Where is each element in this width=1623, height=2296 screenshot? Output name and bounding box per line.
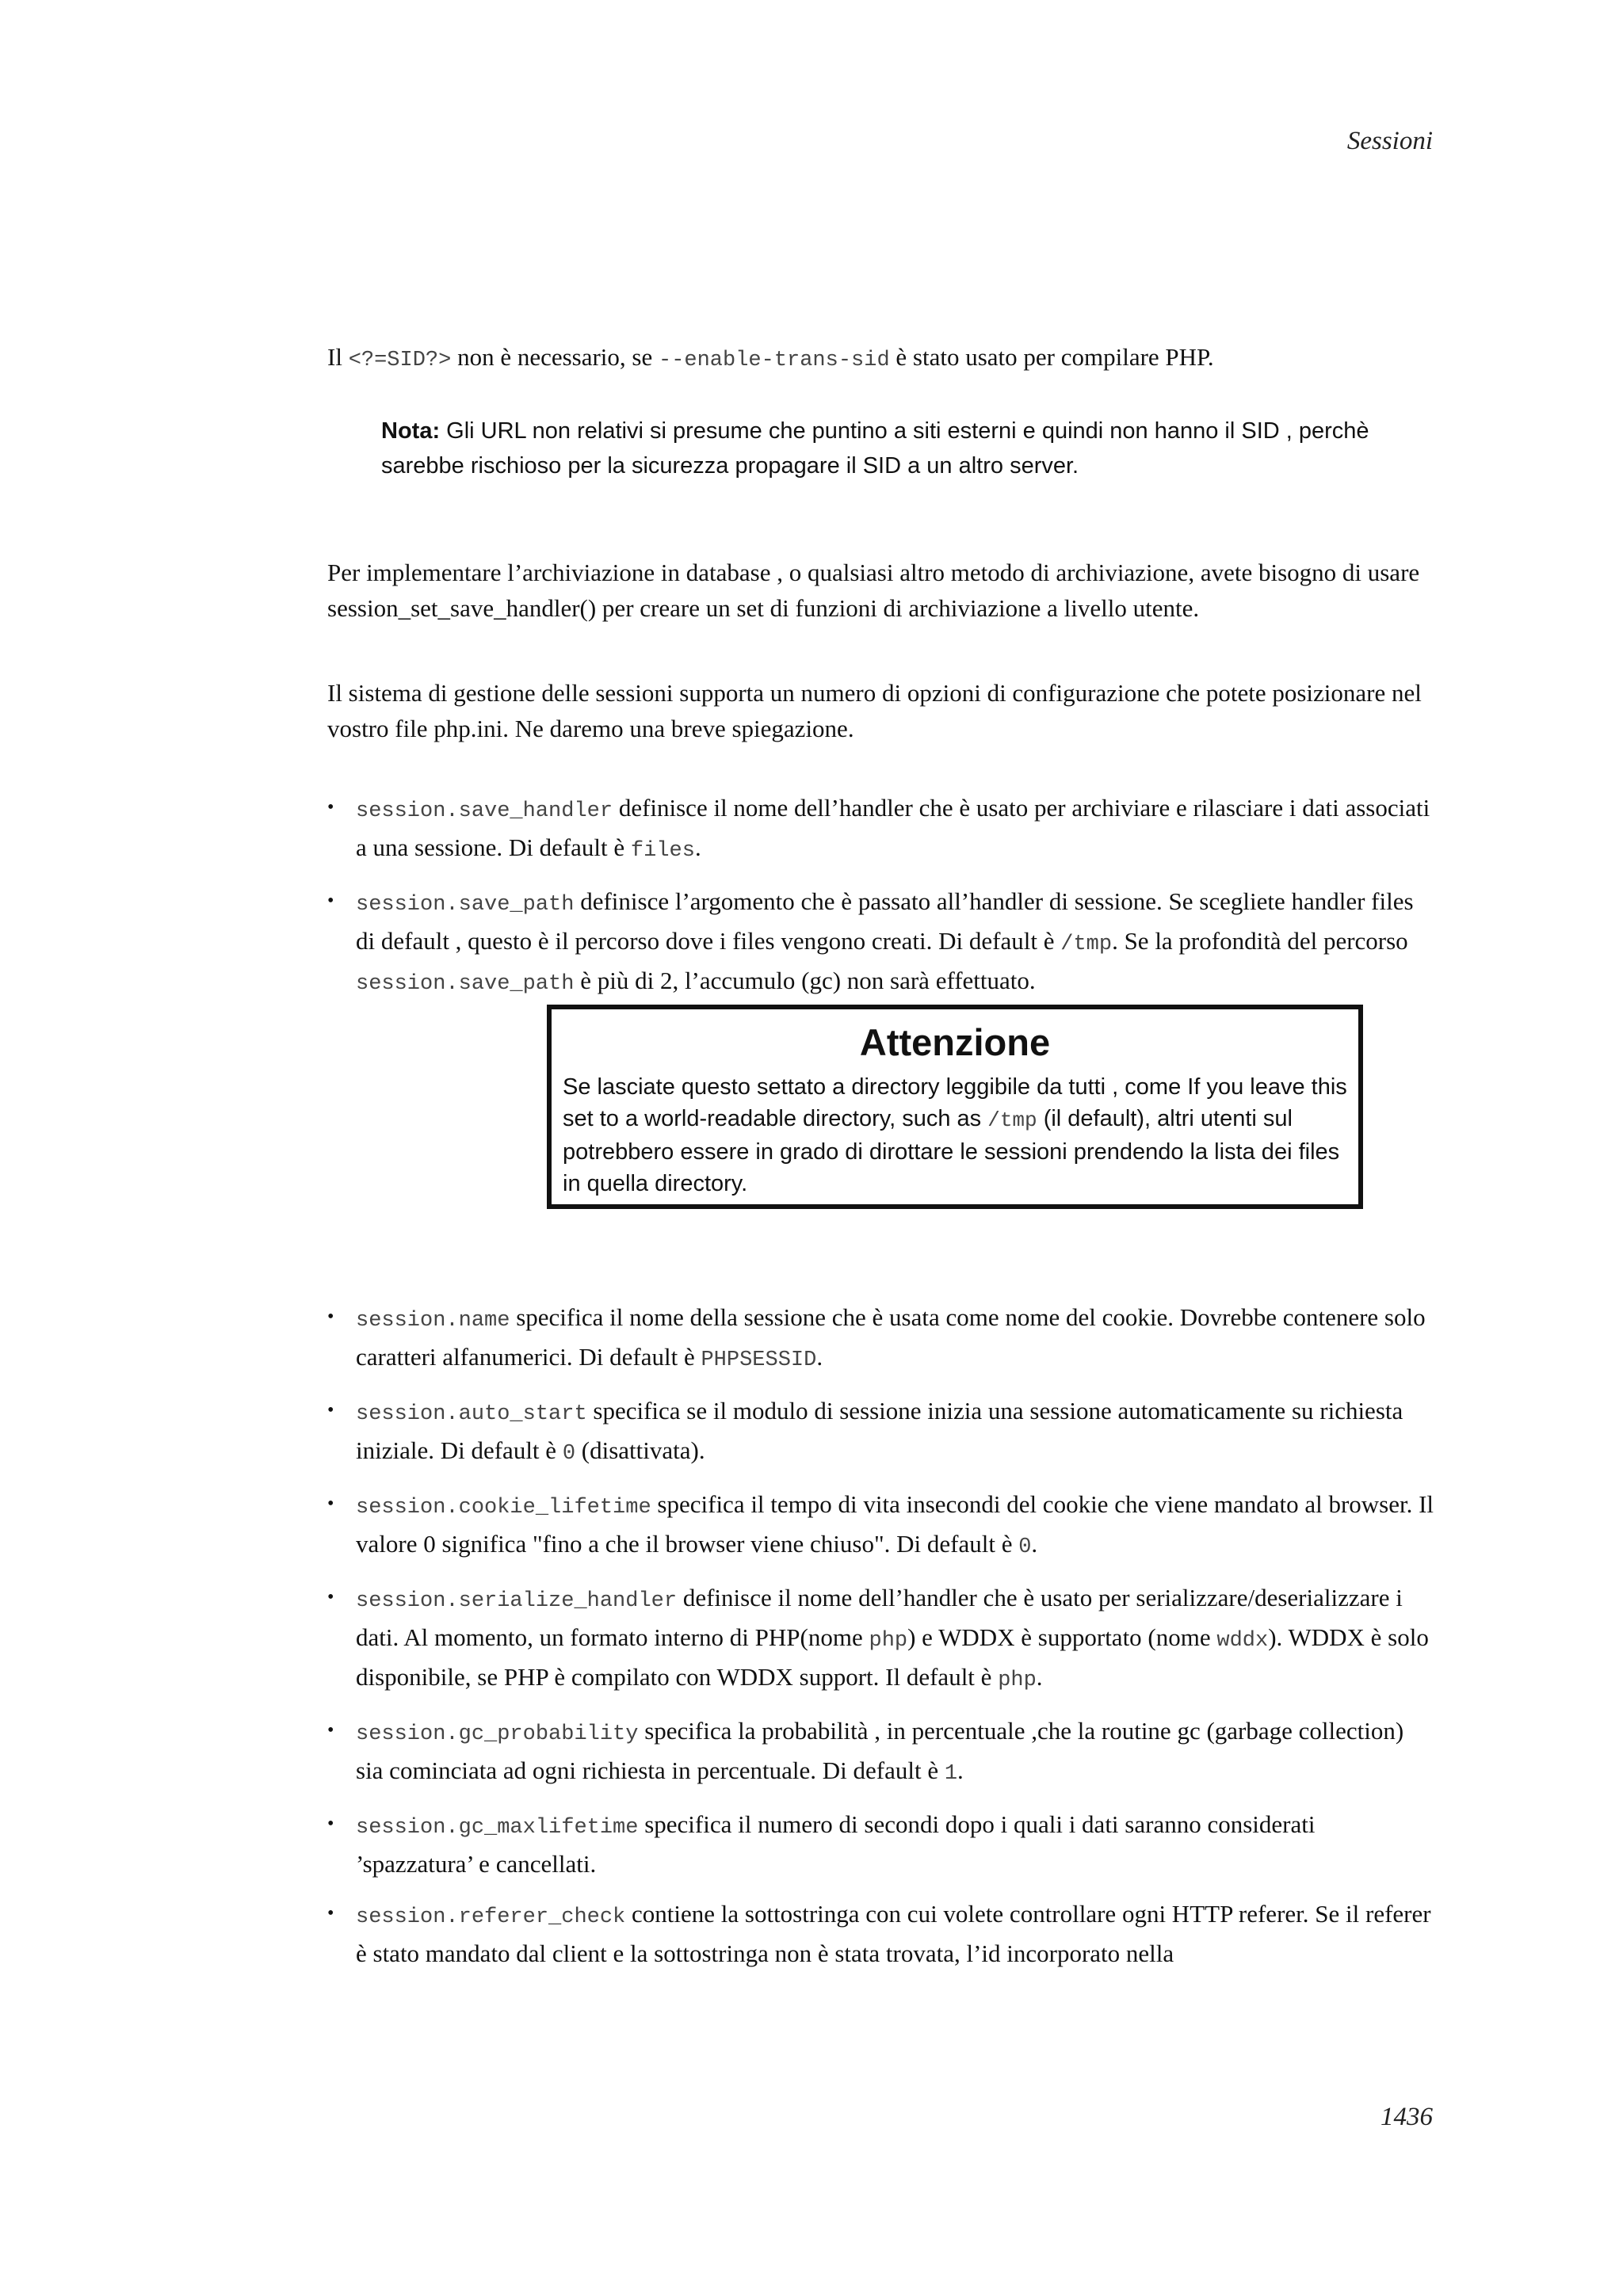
code-gc-maxlifetime: session.gc_maxlifetime [356,1816,639,1840]
note-block [381,414,1411,483]
config-list-1 [327,790,1437,1016]
page-number: 1436 [1381,2103,1433,2131]
code-cookie-lifetime: session.cookie_lifetime [356,1496,651,1520]
code-referer-check: session.referer_check [356,1905,626,1929]
code-serialize-handler: session.serialize_handler [356,1589,678,1613]
code-enable-trans-sid: --enable-trans-sid [659,349,890,372]
code-session-name: session.name [356,1309,510,1333]
paragraph-archiviazione: Per implementare l’archiviazione in database , o qualsiasi altro metodo di archiviazione, avete bisogno di usare session_set_save_handler() per creare un set di funzioni di archiviazione a livello utente. [327,559,1420,622]
list-item: • session.save_handler definisce il nome dell’handler che è usato per archiviare e rilasciare i dati associati a una sessione. Di default è files. [327,790,1437,869]
warning-box [547,1005,1363,1209]
note-text: Gli URL non relativi si presume che puntino a siti esterni e quindi non hanno il SID , perchè sarebbe rischioso per la sicurezza propagare il SID a un altro server. [381,418,1369,479]
list-item: • session.gc_probability specifica la probabilità , in percentuale ,che la routine gc (garbage collection) sia cominciata ad ogni richiesta in percentuale. Di default è 1. [327,1713,1437,1792]
paragraph-configurazione: Il sistema di gestione delle sessioni supporta un numero di opzioni di configurazione che potete posizionare nel vostro file php.ini. Ne daremo una breve spiegazione. [327,679,1422,742]
code-gc-probability: session.gc_probability [356,1722,639,1746]
list-item: • session.referer_check contiene la sottostringa con cui volete controllare ogni HTTP referer. Se il referer è stato mandato dal client e la sottostringa non è stata trovata, l’id incorporato nella [327,1896,1437,1971]
config-list-2 [327,1299,1437,1985]
warning-text: Se lasciate questo settato a directory leggibile da tutti , come If you leave this set to a world-readable directory, such as /tmp (il default), altri utenti sul potrebbero essere in grado di dirottare le sessioni prendendo la lista dei files in quella directory. [563,1074,1347,1196]
list-item: • session.name specifica il nome della sessione che è usata come nome del cookie. Dovrebbe contenere solo caratteri alfanumerici. Di default è PHPSESSID. [327,1299,1437,1379]
code-auto-start: session.auto_start [356,1402,587,1426]
code-sid: <?=SID?> [348,349,452,372]
list-item: • session.gc_maxlifetime specifica il numero di secondi dopo i quali i dati saranno considerati ’spazzatura’ e cancellati. [327,1806,1437,1882]
code-save-path: session.save_path [356,893,575,917]
list-item: • session.cookie_lifetime specifica il tempo di vita insecondi del cookie che viene mandato al browser. Il valore 0 significa "fino a che il browser viene chiuso". Di default è 0. [327,1486,1437,1566]
warning-title: Attenzione [859,1021,1051,1063]
running-header: Sessioni [1346,127,1433,155]
intro-line: Il <?=SID?> non è necessario, se --enable-trans-sid è stato usato per compilare PHP. [327,343,1214,372]
list-item: • session.serialize_handler definisce il nome dell’handler che è usato per serializzare/deserializzare i dati. Al momento, un formato interno di PHP(nome php) e WDDX è supportato (nome wddx). WDDX è solo disponibile, se PHP è compilato con WDDX support. Il default è php. [327,1580,1437,1699]
list-item: • session.auto_start specifica se il modulo di sessione inizia una sessione automaticamente su richiesta iniziale. Di default è 0 (disattivata). [327,1393,1437,1472]
code-save-handler: session.save_handler [356,799,613,823]
note-label: Nota: [381,418,441,444]
list-item: • session.save_path definisce l’argomento che è passato all’handler di sessione. Se scegliete handler files di default , questo è il percorso dove i files vengono creati. Di default è /tmp. Se la profondità del percorso session.save_path è più di 2, l’accumulo (gc) non sarà effettuato. [327,883,1437,1002]
